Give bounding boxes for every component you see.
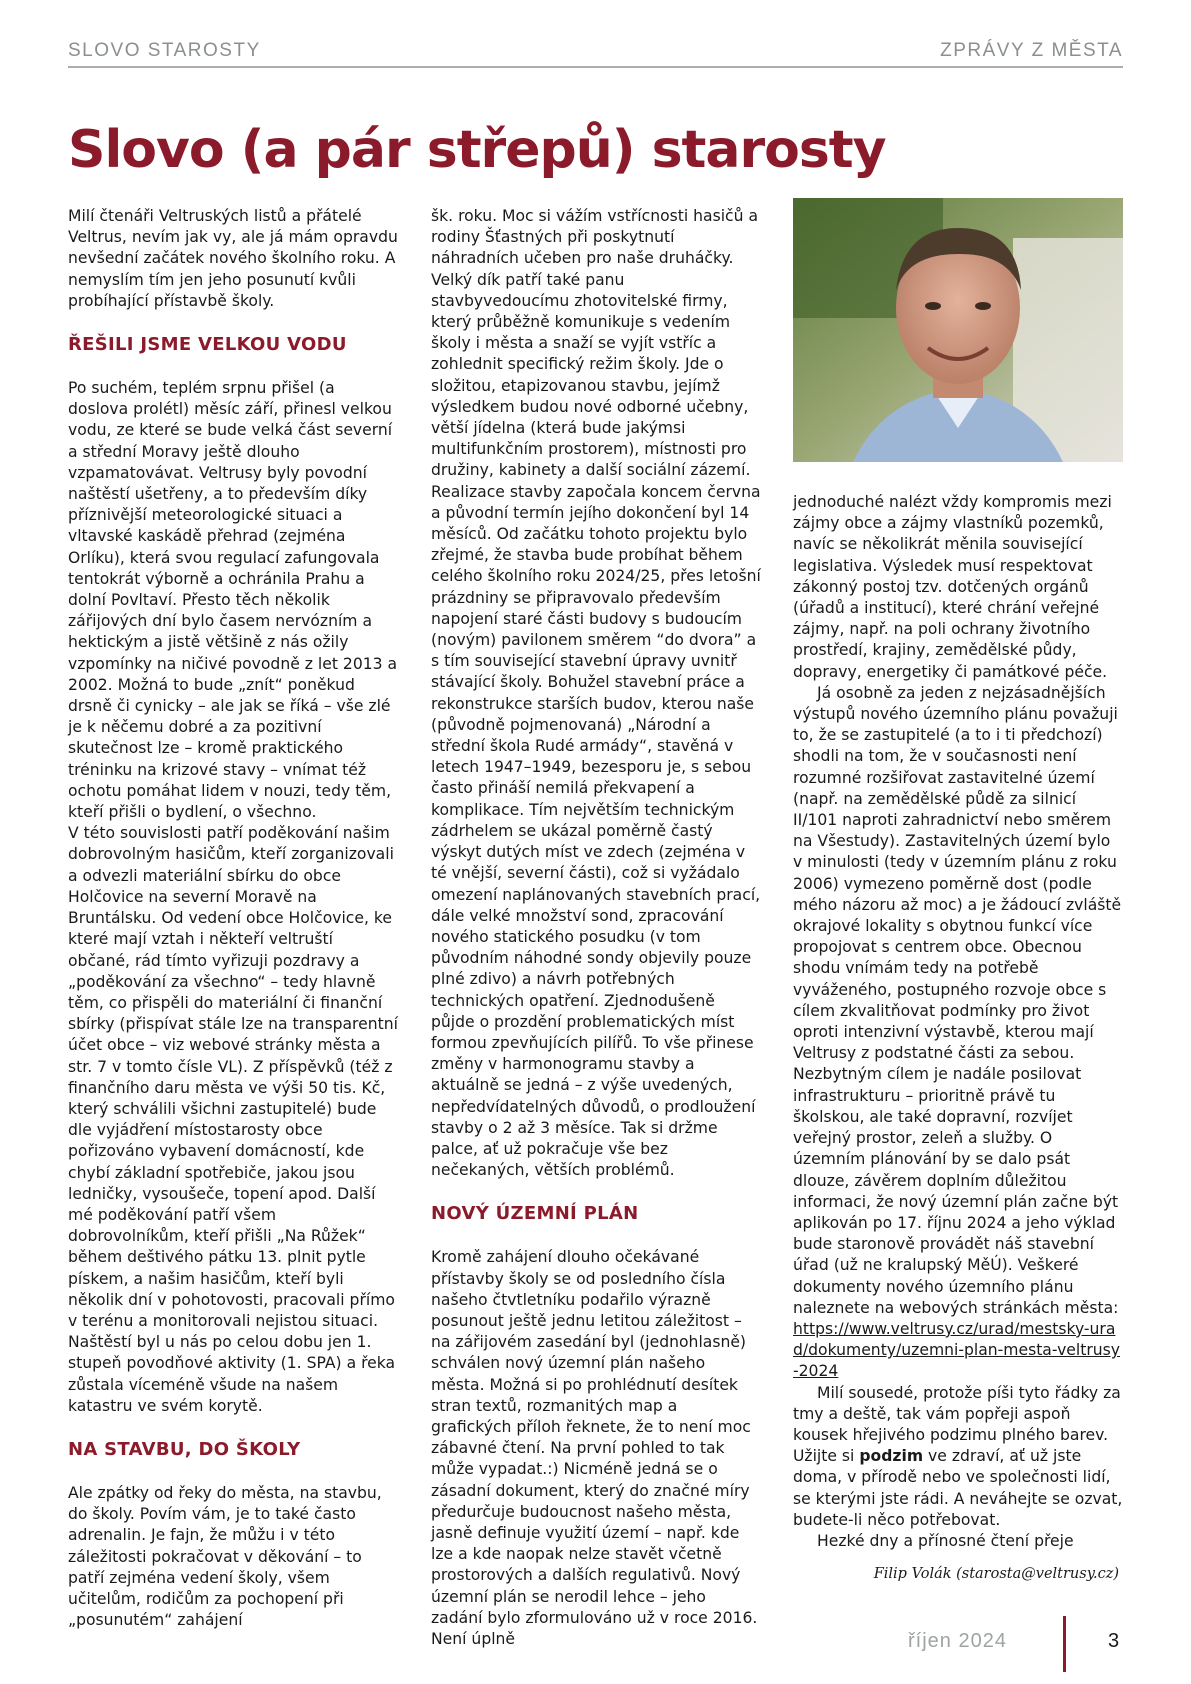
- page-number: 3: [1108, 1630, 1120, 1652]
- paragraph: V této souvislosti patří poděkování našim dobrovolným hasičům, kteří zorganizovali a odvezli materiální sbírku do obce Holčovice na severní Moravě na Bruntálsku. Od vedení obce Holčovice, ke které mají vztah i někteří veltruští občané, rád tímto vyřizuji pozdravy a „poděkování za všechno“ – tedy hlavně těm, co přispěli do materiální či finanční sbírky (přispívat stále lze na transparentní účet obce – viz webové stránky města a str. 7 v tomto čísle VL). Z příspěvků (též z finančního daru města ve výši 50 tis. Kč, který schválili všichni zastupitelé) bude dle vyjádření místostarosty obce pořizováno vybavení domácností, kde chybí základní spotřebiče, jakou jsou ledničky, vysoušeče, topení apod. Další mé poděkování patří všem dobrovolníkům, kteří přišli „Na Růžek“ během deštivého pátku 13. plnit pytle pískem, a našim hasičům, kteří byli několik dní v pohotovosti, pracovali přímo v terénu a monitorovali nejistou situaci. Naštěstí byl u nás po celou dobu jen 1. stupeň povodňové aktivity (1. SPA) a řeka zůstala víceméně všude na našem katastru ve svém korytě.: [68, 824, 398, 1415]
- column-3: [793, 492, 1123, 1552]
- paragraph: jednoduché nalézt vždy kompromis mezi zájmy obce a zájmy vlastníků pozemků, navíc se několikrát měnila související legislativa. Výsledek musí respektovat zákonný postoj tzv. dotčených orgánů (úřadů a institucí), které chrání veřejné zájmy, např. na poli ochrany životního prostředí, krajiny, zemědělské půdy, dopravy, energetiky či památkové péče.: [793, 493, 1112, 681]
- publication-section-label: ZPRÁVY Z MĚSTA: [940, 40, 1123, 61]
- greeting-line: Hezké dny a přínosné čtení přeje: [817, 1531, 1074, 1550]
- closing-paragraph: [793, 1383, 1123, 1531]
- spacer: [68, 1462, 398, 1483]
- mayor-portrait-photo: [793, 198, 1123, 462]
- column-2: [431, 206, 761, 1650]
- paragraph: Po suchém, teplém srpnu přišel (a doslova prolétl) měsíc září, přinesl velkou vodu, ze které se bude velká část severní a střední Moravy ještě dlouho vzpamatovávat. Veltrusy byly povodní naštěstí ušetřeny, a to především díky příznivější meteorologické situaci a vltavské kaskádě přehrad (zejména Orlíku), která svou regulací zafungovala tentokrát výborně a ochránila Prahu a dolní Povltaví. Přesto těch několik zářijových dní bylo časem nervózním a hektickým a jistě většině z nás ožily vzpomínky na ničivé povodně z let 2013 a 2002. Možná to bude „znít“ poněkud drsně či cynicky – ale jak se říká – vše zlé je k něčemu dobré a za pozitivní skutečnost lze – kromě praktického tréninku na krizové stavy – vnímat též ochotu pomáhat lidem v nouzi, tedy těm, kteří přišli o bydlení, o všechno.: [68, 379, 398, 822]
- spacer: [68, 312, 398, 333]
- closing-text-a: Milí sousedé, protože píši tyto řádky za tmy a deště, tak vám popřeji aspoň kousek hřejivého podzimu plného barev. Užijte si: [793, 1383, 1121, 1466]
- spacer: [68, 1417, 398, 1438]
- spacer: [68, 357, 398, 378]
- paragraph: Já osobně za jeden z nejzásadnějších výstupů nového územního plánu považuji to, že se zastupitelé (a to i ti předchozí) shodli na tom, že v současnosti není rozumné rozšiřovat zastavitelné území (např. na zemědělské půdě za silnicí II/101 naproti zahradnictví nebo směrem na Všestudy). Zastavitelných území bylo v minulosti (tedy v územním plánu z roku 2006) vymezeno poměrně dost (podle mého názoru až moc) a je žádoucí zvláště okrajové lokality s obytnou funkcí více propojovat s centrem obce. Obecnou shodu vnímám tedy na potřebě vyváženého, postupného rozvoje obce s cílem zkvalitňovat podmínky pro život oproti intenzivní výstavbě, kterou mají Veltrusy z podstatné části za sebou. Nezbytným cílem je nadále posilovat infrastrukturu – prioritně právě tu školskou, ale také dopravní, rozvíjet veřejný prostor, zeleň a služby. O územním plánování by se dalo psát dlouze, závěrem doplním důležitou informaci, že nový územní plán začne být aplikován po 17. říjnu 2024 a jeho výklad bude staronově provádět náš stavební úřad (už ne kralupský MěÚ). Veškeré dokumenty nového územního plánu naleznete na webových stránkách města:: [793, 683, 1122, 1317]
- closing-text-b: ve zdraví, ať už jste doma, v přírodě nebo ve společnosti lidí, se kterými jste rádi. A neváhejte se ozvat, budete-li něco potřebovat.: [793, 1447, 1123, 1529]
- section-heading-school: NA STAVBU, DO ŠKOLY: [68, 1438, 301, 1460]
- author-signature: Filip Volák (starosta@veltrusy.cz): [873, 1566, 1119, 1582]
- issue-date: říjen 2024: [908, 1630, 1007, 1652]
- header-divider: [68, 66, 1123, 68]
- section-label: SLOVO STAROSTY: [68, 40, 261, 61]
- portrait-illustration: [793, 198, 1123, 462]
- spacer: [431, 1226, 761, 1247]
- closing-emphasis: podzim: [859, 1447, 924, 1466]
- section-heading-flood: ŘEŠILI JSME VELKOU VODU: [68, 334, 347, 356]
- column-1: [68, 206, 398, 1631]
- footer-divider: [1063, 1616, 1066, 1672]
- paragraph: šk. roku. Moc si vážím vstřícnosti hasičů a rodiny Šťastných při poskytnutí náhradních učeben pro naše druháčky. Velký dík patří také panu stavbyvedoucímu zhotovitelské firmy, který průběžně komunikuje s vedením školy i města a snaží se vyjít vstříc a zohlednit specifický režim školy. Jde o složitou, etapizovanou stavbu, jejímž výsledkem budou nové odborné učebny, větší jídelna (která bude jakýmsi multifunkčním prostorem), místnosti pro družiny, kabinety a další sociální zázemí. Realizace stavby započala koncem června a původní termín jejího dokončení byl 14 měsíců. Od začátku tohoto projektu bylo zřejmé, že stavba bude probíhat během celého školního roku 2024/25, přes letošní prázdniny se připravovalo především napojení staré části budovy s budoucím (novým) pavilonem směrem “do dvora” a s tím související stavební úpravy uvnitř stávající školy. Bohužel stavební práce a rekonstrukce starších budov, kterou naše (původně pojmenovaná) „Národní a střední škola Rudé armády“, stavěná v letech 1947–1949, bezesporu je, s sebou často přináší nemilá překvapení a komplikace. Tím největším technickým zádrhelem se ukázal poměrně častý výskyt dutých míst ve zdech (zejména v té vnější, severní části), což si vyžádalo omezení naplánovaných stavebních prací, dále velké množství sond, zpracování nového statického posudku (v tom původním náhodné sondy objevily pouze plné zdivo) a návrh potřebných technických opatření. Zjednodušeně půjde o prozdění problematických míst formou zpevňujících pilířů. To vše přinese změny v harmonogramu stavby a aktuálně se jedná – z výše uvedených, nepředvídatelných důvodů, o prodloužení stavby o 2 až 3 měsíce. Tak si držme palce, ať už pokračuje vše bez nečekaných, větších problémů.: [431, 207, 761, 1180]
- paragraph: Ale zpátky od řeky do města, na stavbu, do školy. Povím vám, je to také často adrenalin. Je fajn, že můžu i v této záležitosti pokračovat v děkování – to patří zejména vedení školy, všem učitelům, rodičům za pochopení při „posunutém“ zahájení: [68, 1483, 382, 1630]
- paragraph: Kromě zahájení dlouho očekávané přístavby školy se od posledního čísla našeho čtvtletníku podařilo výrazně posunout ještě jednu letitou záležitost – na zářijovém zasedání byl (jednohlasně) schválen nový územní plán našeho města. Možná si po prohlédnutí desítek stran textů, rozmanitých map a grafických příloh řeknete, že to není moc zábavné čtení. Na první pohled to tak může vypadat.:) Nicméně jedná se o zásadní dokument, který do značné míry předurčuje budoucnost našeho města, jasně definuje využití území – např. kde lze a kde naopak nelze stavět včetně prostorových a dalších regulativů. Nový územní plán se nerodil lehce – jeho zadání bylo zformulováno už v roce 2016. Není úplně: [431, 1248, 758, 1648]
- intro-paragraph: Milí čtenáři Veltruských listů a přátelé Veltrus, nevím jak vy, ale já mám opravdu nevšední začátek nového školního roku. A nemyslím tím jen jeho posunutí kvůli probíhající přístavbě školy.: [68, 207, 398, 310]
- section-heading-zoning: NOVÝ ÚZEMNÍ PLÁN: [431, 1203, 639, 1225]
- zoning-plan-link[interactable]: https://www.veltrusy.cz/urad/mestsky-urad/dokumenty/uzemni-plan-mesta-veltrusy-2024: [793, 1319, 1120, 1381]
- article-title: Slovo (a pár střepů) starosty: [68, 120, 886, 180]
- spacer: [431, 1181, 761, 1202]
